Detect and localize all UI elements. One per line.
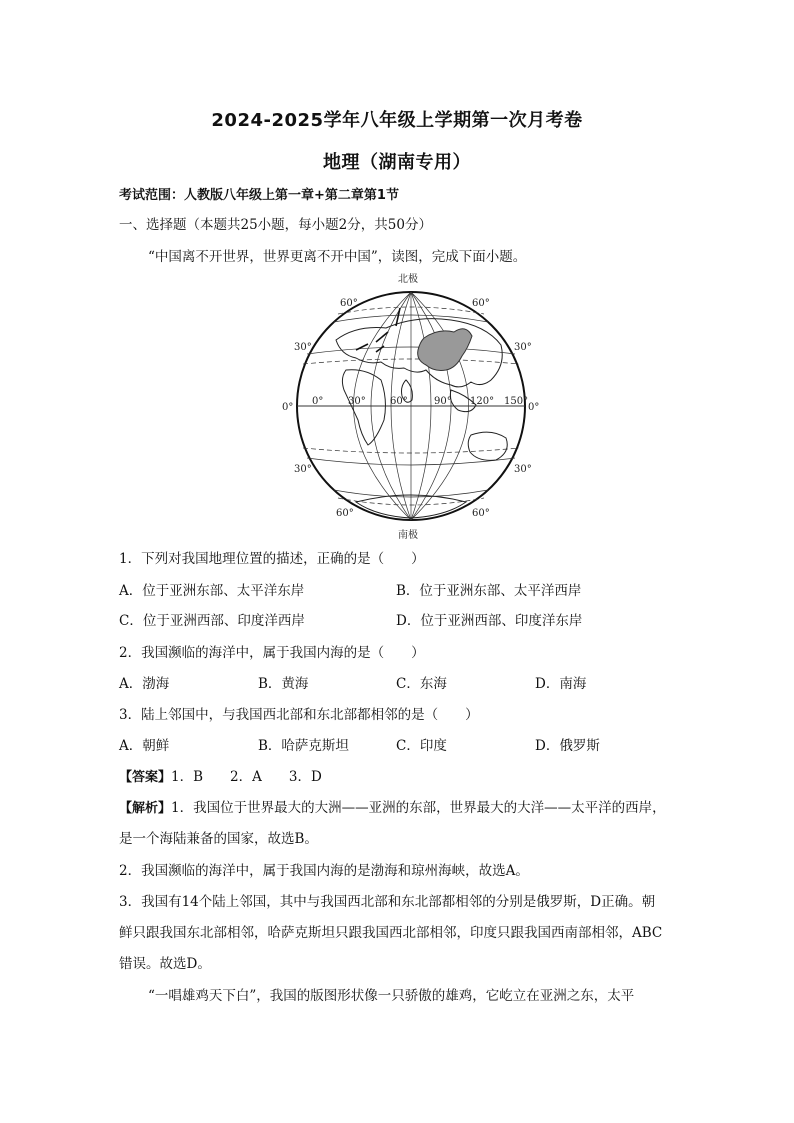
section-heading: 一、选择题（本题共25小题，每小题2分，共50分） (119, 217, 432, 233)
analysis-line: 2．我国濒临的海洋中，属于我国内海的是渤海和琼州海峡，故选A。 (119, 863, 529, 879)
option-d: D．南海 (535, 676, 587, 692)
option-c: C．位于亚洲西部、印度洋西岸 (119, 613, 305, 629)
option-b: B．黄海 (258, 676, 309, 692)
globe-svg (276, 270, 546, 542)
option-a: A．渤海 (119, 676, 170, 692)
answer-line (119, 767, 685, 788)
lat-label: 30° (294, 464, 312, 475)
option-d: D．位于亚洲西部、印度洋东岸 (396, 613, 583, 629)
question-intro: “中国离不开世界，世界更离不开中国”，读图，完成下面小题。 (148, 249, 527, 265)
lon-label: 0° (312, 396, 324, 407)
option-c: C．印度 (396, 738, 447, 754)
exam-subtitle: 地理（湖南专用） (323, 152, 471, 173)
question-stem: 2．我国濒临的海洋中，属于我国内海的是（ ） (119, 645, 425, 661)
lat-label: 30° (514, 342, 532, 353)
analysis-line: 错误。故选D。 (119, 956, 211, 972)
next-intro: “一唱雄鸡天下白”，我国的版图形状像一只骄傲的雄鸡，它屹立在亚洲之东，太平 (148, 988, 635, 1004)
analysis-text: 1．我国位于世界最大的大洲——亚洲的东部，世界最大的大洋——太平洋的西岸， (171, 800, 666, 816)
answer-text: 1．B 2．A 3．D (171, 769, 322, 785)
lat-label: 0° (282, 402, 294, 413)
lat-label: 0° (528, 402, 540, 413)
lon-label: 60° (390, 396, 408, 407)
lat-label: 60° (336, 508, 354, 519)
option-c: C．东海 (396, 676, 447, 692)
lat-label: 30° (294, 342, 312, 353)
south-pole-label: 南极 (398, 530, 418, 541)
analysis-line: 3．我国有14个陆上邻国，其中与我国西北部和东北部都相邻的分别是俄罗斯，D正确。朝 (119, 894, 656, 910)
analysis-line (119, 798, 685, 819)
globe-map (276, 270, 546, 542)
analysis-line: 鲜只跟我国东北部相邻，哈萨克斯坦只跟我国西北部相邻，印度只跟我国西南部相邻，ABC (119, 925, 663, 941)
lon-label: 90° (434, 396, 452, 407)
exam-scope: 考试范围：人教版八年级上第一章+第二章第1节 (119, 188, 399, 203)
lat-label: 30° (514, 464, 532, 475)
option-a: A．位于亚洲东部、太平洋东岸 (119, 583, 305, 599)
analysis-line: 是一个海陆兼备的国家，故选B。 (119, 831, 318, 847)
north-pole-label: 北极 (398, 274, 418, 285)
lat-label: 60° (340, 298, 358, 309)
analysis-label: 【解析】 (119, 801, 172, 816)
lat-label: 60° (472, 298, 490, 309)
question-stem: 1．下列对我国地理位置的描述，正确的是（ ） (119, 551, 425, 567)
lon-label: 150° (504, 396, 529, 407)
lon-label: 30° (348, 396, 366, 407)
lat-label: 60° (472, 508, 490, 519)
option-d: D．俄罗斯 (535, 738, 600, 754)
question-stem: 3．陆上邻国中，与我国西北部和东北部都相邻的是（ ） (119, 707, 479, 723)
lon-label: 120° (470, 396, 495, 407)
option-a: A．朝鲜 (119, 738, 170, 754)
option-b: B．哈萨克斯坦 (258, 738, 349, 754)
exam-title: 2024-2025学年八年级上学期第一次月考卷 (211, 110, 583, 131)
answer-label: 【答案】 (119, 770, 172, 785)
option-b: B．位于亚洲东部、太平洋西岸 (396, 583, 582, 599)
